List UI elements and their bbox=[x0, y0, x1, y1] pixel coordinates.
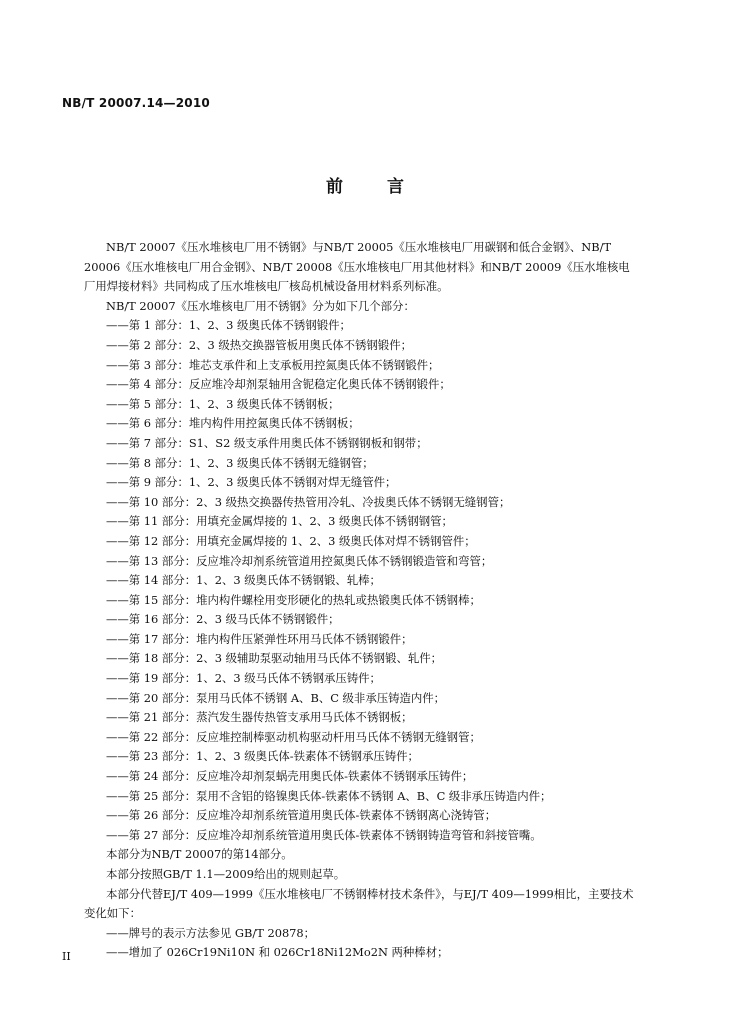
list-item: ——第 6 部分：堆内构件用控氮奥氏体不锈钢板； bbox=[106, 416, 360, 431]
changes-list bbox=[84, 924, 634, 963]
intro-paragraph: NB/T 20007《压水堆核电厂用不锈钢》与NB/T 20005《压水堆核电厂用碳钢和低合金钢》、NB/T 20006《压水堆核电厂用合金钢》、NB/T 20008《压水堆核电厂用其他材料》和NB/T 20009《压水堆核电厂用焊接材料》共同构成了压水堆核电厂核岛机械设备用材料系列标准。 bbox=[84, 240, 630, 294]
list-item: ——第 3 部分：堆芯支承件和上支承板用控氮奥氏体不锈钢锻件； bbox=[106, 357, 440, 372]
list-item: ——第 20 部分：泵用马氏体不锈钢 A、B、C 级非承压铸造内件； bbox=[106, 690, 446, 705]
list-item: ——第 12 部分：用填充金属焊接的 1、2、3 级奥氏体对焊不锈钢管件； bbox=[106, 533, 476, 548]
page-title: 前 言 bbox=[326, 177, 404, 197]
part-number-paragraph: 本部分为NB/T 20007的第14部分。 bbox=[106, 847, 293, 862]
foreword-body bbox=[84, 238, 634, 963]
list-item: ——第 24 部分：反应堆冷却剂泵蜗壳用奥氏体-铁素体不锈钢承压铸件； bbox=[106, 769, 474, 784]
drafting-rule-paragraph: 本部分按照GB/T 1.1—2009给出的规则起草。 bbox=[106, 867, 346, 881]
page-number: II bbox=[62, 950, 71, 963]
list-item: ——第 15 部分：堆内构件螺栓用变形硬化的热轧或热锻奥氏体不锈钢棒； bbox=[106, 592, 481, 607]
parts-intro-paragraph: NB/T 20007《压水堆核电厂用不锈钢》分为如下几个部分： bbox=[106, 298, 415, 313]
list-item: ——第 21 部分：蒸汽发生器传热管支承用马氏体不锈钢板； bbox=[106, 710, 413, 725]
list-item: ——第 25 部分：泵用不含铝的铬镍奥氏体-铁素体不锈钢 A、B、C 级非承压铸造内件； bbox=[106, 788, 552, 803]
list-item: ——第 11 部分：用填充金属焊接的 1、2、3 级奥氏体不锈钢钢管； bbox=[106, 514, 453, 529]
replacement-paragraph: 本部分代替EJ/T 409—1999《压水堆核电厂不锈钢棒材技术条件》，与EJ/T 409—1999相比，主要技术变化如下： bbox=[84, 886, 634, 921]
list-item: ——第 17 部分：堆内构件压紧弹性环用马氏体不锈钢锻件； bbox=[106, 631, 413, 646]
list-item: ——第 27 部分：反应堆冷却剂系统管道用奥氏体-铁素体不锈钢铸造弯管和斜接管嘴。 bbox=[106, 827, 542, 842]
list-item: ——第 18 部分：2、3 级辅助泵驱动轴用马氏体不锈钢锻、轧件； bbox=[106, 651, 443, 666]
list-item: ——第 2 部分：2、3 级热交换器管板用奥氏体不锈钢锻件； bbox=[106, 337, 412, 352]
list-item: ——牌号的表示方法参见 GB/T 20878； bbox=[106, 925, 316, 940]
list-item: ——第 16 部分：2、3 级马氏体不锈钢锻件； bbox=[106, 612, 340, 627]
list-item: ——第 22 部分：反应堆控制棒驱动机构驱动杆用马氏体不锈钢无缝钢管； bbox=[106, 729, 481, 744]
list-item: ——第 23 部分：1、2、3 级奥氏体-铁素体不锈钢承压铸件； bbox=[106, 749, 419, 764]
list-item: ——第 19 部分：1、2、3 级马氏体不锈钢承压铸件； bbox=[106, 671, 381, 686]
list-item: ——第 4 部分：反应堆冷却剂泵轴用含铌稳定化奥氏体不锈钢锻件； bbox=[106, 377, 451, 392]
list-item: ——第 5 部分：1、2、3 级奥氏体不锈钢板； bbox=[106, 396, 340, 411]
list-item: ——第 14 部分：1、2、3 级奥氏体不锈钢锻、轧棒； bbox=[106, 573, 381, 588]
list-item: ——第 8 部分：1、2、3 级奥氏体不锈钢无缝钢管； bbox=[106, 455, 374, 470]
list-item: ——增加了 026Cr19Ni10N 和 026Cr18Ni12Mo2N 两种棒材； bbox=[106, 945, 449, 960]
list-item: ——第 1 部分：1、2、3 级奥氏体不锈钢锻件； bbox=[106, 318, 351, 333]
list-item: ——第 9 部分：1、2、3 级奥氏体不锈钢对焊无缝管件； bbox=[106, 475, 397, 490]
parts-list bbox=[84, 316, 634, 845]
document-code: NB/T 20007.14—2010 bbox=[62, 96, 210, 110]
list-item: ——第 7 部分：S1、S2 级支承件用奥氏体不锈钢钢板和钢带； bbox=[106, 435, 428, 450]
list-item: ——第 10 部分：2、3 级热交换器传热管用冷轧、冷拔奥氏体不锈钢无缝钢管； bbox=[106, 494, 511, 509]
list-item: ——第 13 部分：反应堆冷却剂系统管道用控氮奥氏体不锈钢锻造管和弯管； bbox=[106, 553, 493, 568]
list-item: ——第 26 部分：反应堆冷却剂系统管道用奥氏体-铁素体不锈钢离心浇铸管； bbox=[106, 808, 497, 823]
